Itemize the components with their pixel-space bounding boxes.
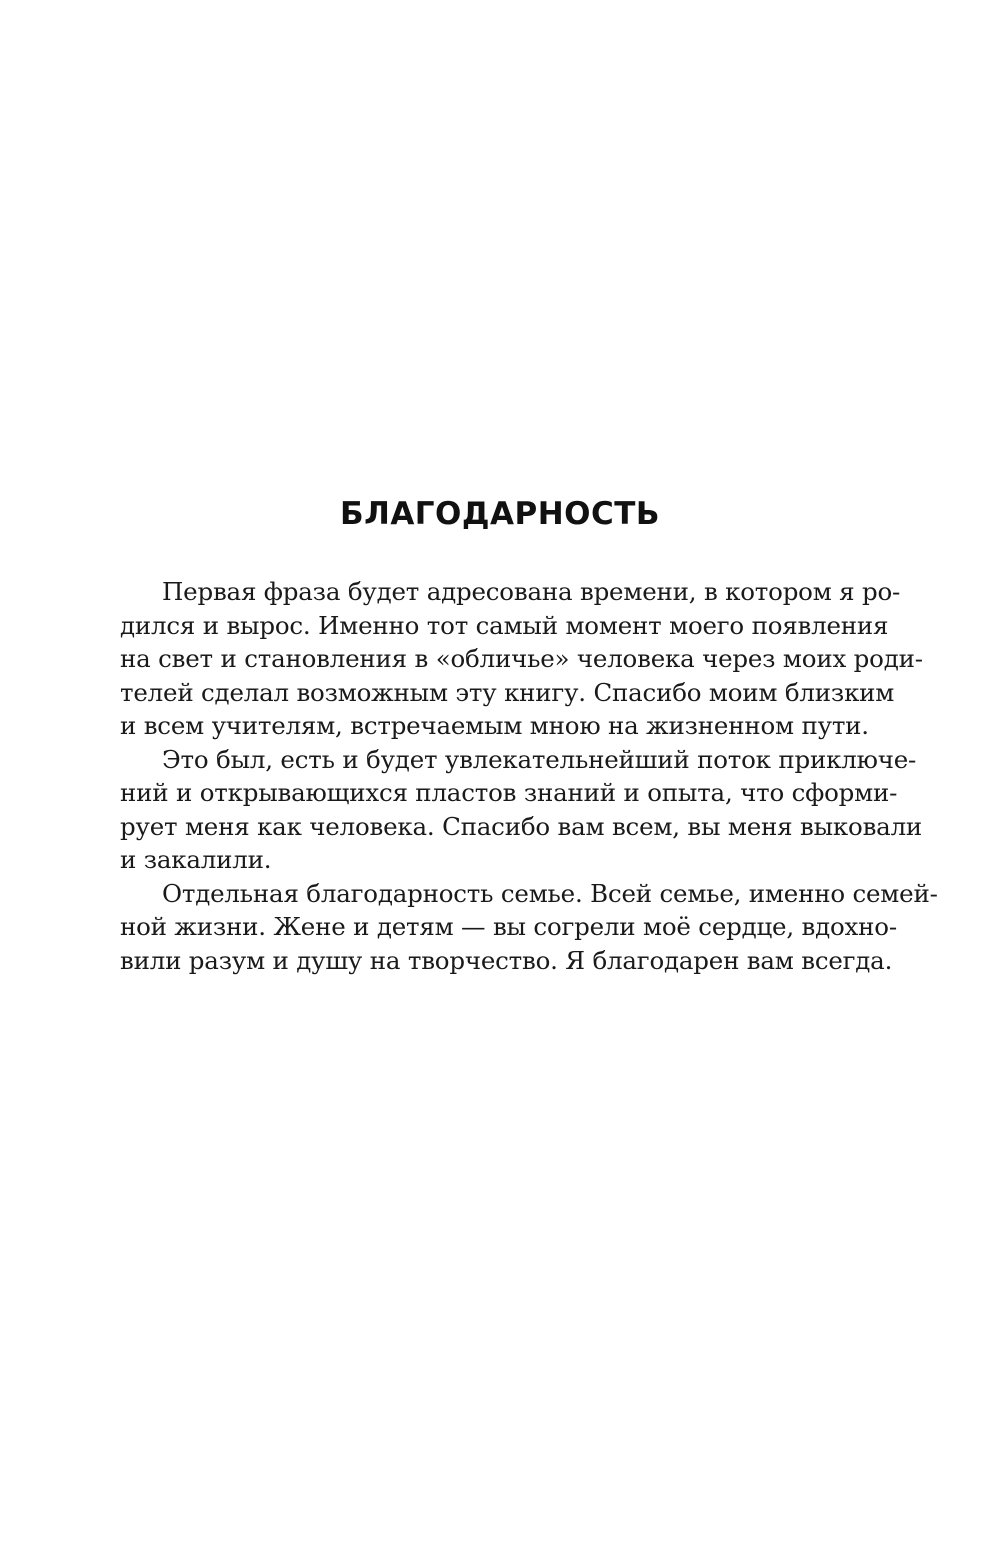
text-line: дился и вырос. Именно тот самый момент моего появления — [120, 610, 889, 640]
text-line: телей сделал возможным эту книгу. Спасибо моим близким — [120, 677, 895, 707]
text-line: Отдельная благодарность семье. Всей семье, именно семей- — [162, 878, 938, 908]
text-line: на свет и становления в «обличье» человека через моих роди- — [120, 644, 923, 673]
text-line: рует меня как человека. Спасибо вам всем, вы меня выковали — [120, 811, 923, 841]
body-text — [120, 575, 938, 977]
chapter-title: БЛАГОДАРНОСТЬ — [339, 496, 661, 532]
text-line: вили разум и душу на творчество. Я благодарен вам всегда. — [120, 945, 893, 975]
text-line: и всем учителям, встречаемым мною на жизненном пути. — [120, 711, 869, 740]
text-line: Первая фраза будет адресована времени, в котором я ро- — [162, 577, 901, 606]
text-line: ний и открывающихся пластов знаний и опыта, что сформи- — [120, 778, 898, 807]
text-line: Это был, есть и будет увлекательнейший поток приключе- — [162, 744, 917, 774]
text-line: и закалили. — [120, 845, 272, 874]
text-line: ной жизни. Жене и детям — вы согрели моё сердце, вдохно- — [120, 912, 897, 941]
